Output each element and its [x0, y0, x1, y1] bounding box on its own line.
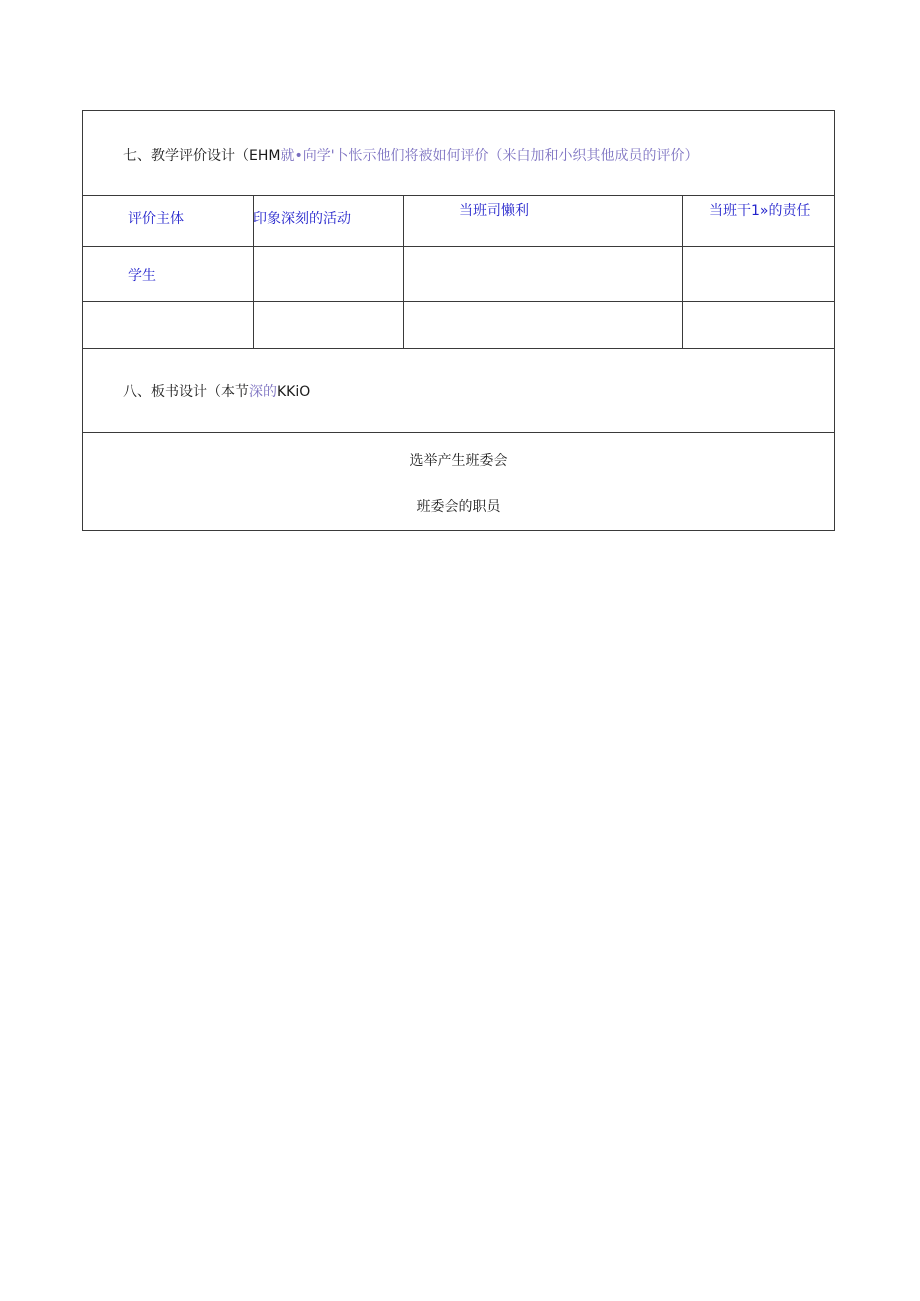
section7-title-desc: 就•向学'卜怅示他们将被如何评价（米白加和小织其他成员的评价） — [280, 148, 699, 164]
divider-row1-bottom — [83, 301, 834, 302]
divider-header-top — [83, 195, 834, 196]
table-col-divider-2 — [403, 195, 404, 348]
divider-row2-bottom — [83, 348, 834, 349]
section8-title-prefix: 八、板书设计（本节 — [123, 384, 249, 400]
table-header-evaluator: 评价主体 — [128, 211, 184, 227]
table-cell-student: 学生 — [128, 268, 156, 284]
table-col-divider-3 — [682, 195, 683, 348]
section7-title-code: EHM — [249, 148, 281, 164]
section8-title-mid: 深的 — [249, 384, 277, 400]
section7-title — [123, 147, 699, 165]
table-header-monitor-rights: 当班司懒利 — [459, 203, 529, 219]
section7-title-prefix: 七、教学评价设计（ — [123, 148, 249, 164]
board-line-election: 选举产生班委会 — [409, 453, 508, 469]
section8-title — [123, 383, 310, 401]
table-header-monitor-duties: 当班干1»的责任 — [709, 203, 811, 219]
table-header-memorable-activity: 印象深刻的活动 — [253, 211, 351, 227]
board-line-committee-members: 班委会的职员 — [416, 499, 501, 515]
divider-section8-bottom — [83, 432, 834, 433]
lesson-plan-frame — [82, 110, 835, 531]
divider-header-bottom — [83, 246, 834, 247]
section8-title-suffix: KKiO — [277, 384, 311, 400]
